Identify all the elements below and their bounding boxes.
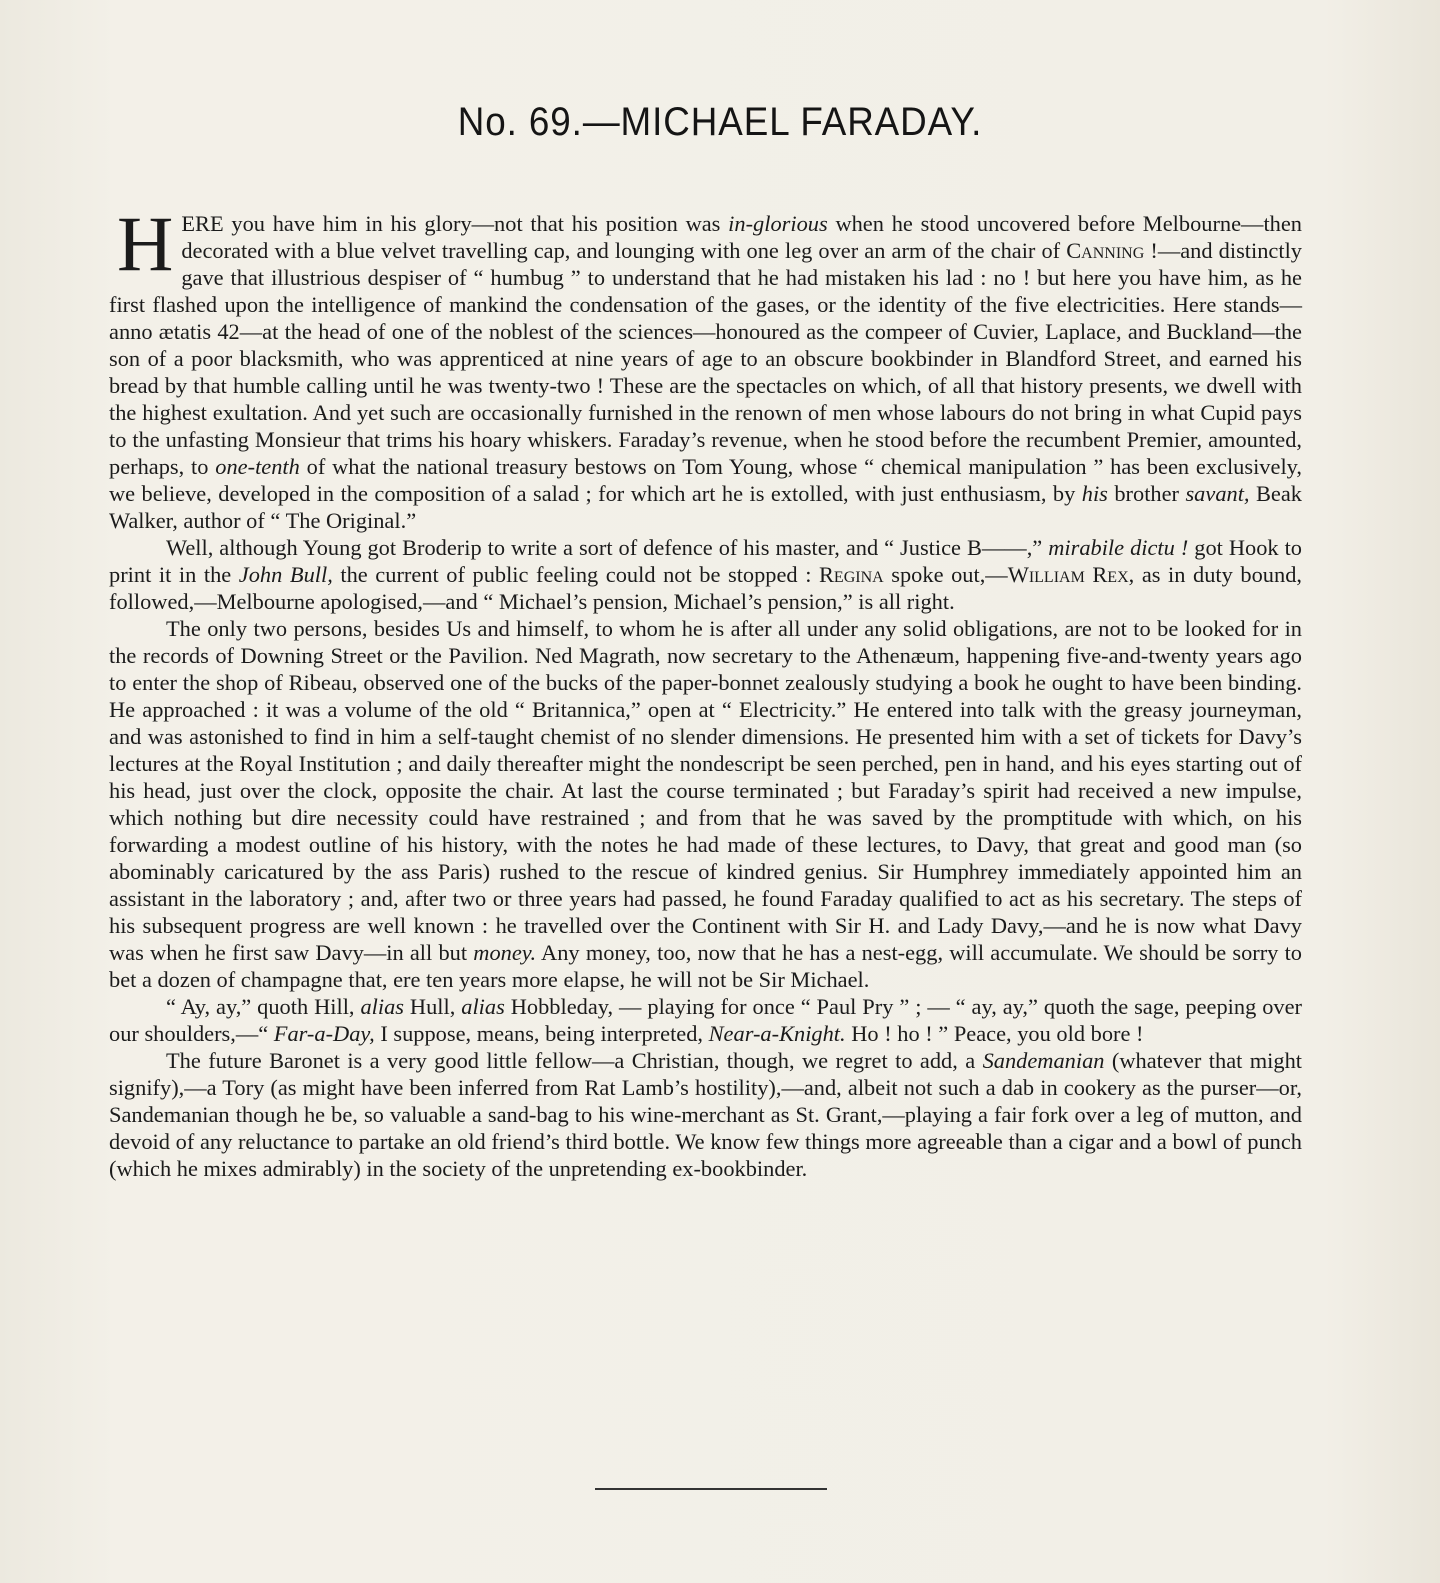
text-span: Well, although Young got Broderip to write a sort of defence of his master, and “ Justice B——,” (166, 535, 1049, 560)
italic-span: one-tenth (215, 454, 300, 479)
text-span: ERE you have him in his glory—not that his position was (181, 211, 729, 236)
small-caps-span: William Rex, (1007, 562, 1135, 587)
article-body (109, 200, 1303, 1182)
end-rule (595, 1488, 827, 1490)
text-span: of what the national treasury bestows on Tom Young, whose “ chemical manipulation ” has been exclusively, we believe, developed in the composition of a salad ; for which art he is extolled, with just enthusiasm, by (109, 454, 1302, 506)
text-span: brother (1107, 481, 1186, 506)
small-caps-span: Canning (1066, 238, 1145, 263)
italic-span: John Bull, (238, 562, 333, 587)
drop-cap: H (117, 200, 174, 287)
text-span: Ho ! ho ! ” Peace, you old bore ! (845, 1021, 1144, 1046)
italic-span: Sandemanian (982, 1048, 1105, 1073)
text-span: The only two persons, besides Us and himself, to whom he is after all under any solid obligations, are not to be looked for in the records of Downing Street or the Pavilion. Ned Magrath, now secretary to the Athenæum, happening five-and-twenty years ago to enter the shop of Ribeau, observed one of the bucks of the paper-bonnet zealously studying a book he ought to have been binding. He approached : it was a volume of the old “ Britannica,” open at “ Electricity.” He entered into talk with the greasy journeyman, and was astonished to find in him a self-taught chemist of no slender dimensions. He presented him with a set of tickets for Davy’s lectures at the Royal Institution ; and daily thereafter might the nondescript be seen perched, pen in hand, and his eyes starting out of his head, just over the clock, opposite the chair. At last the course terminated ; but Faraday’s spirit had received a new impulse, which nothing but dire necessity could have restrained ; and from that he was saved by the promptitude with which, on his forwarding a modest outline of his history, with the notes he had made of these lectures, to Davy, that great and good man (so abominably caricatured by the ass Paris) rushed to the rescue of kindred genius. Sir Humphrey immediately appointed him an assistant in the laboratory ; and, after two or three years had passed, he found Faraday qualified to act as his secretary. The steps of his subsequent progress are well known : he travelled over the Continent with Sir H. and Lady Davy,—and he is now what Davy was when he first saw Davy—in all but (109, 616, 1302, 965)
paragraph-2 (109, 534, 1302, 615)
text-span: I suppose, means, being interpreted, (374, 1021, 709, 1046)
small-caps-span: Regina (819, 562, 884, 587)
text-span: Hull, (404, 994, 462, 1019)
text-span: (whatever that might signify),—a Tory (as might have been inferred from Rat Lamb’s hostility),—and, albeit not such a dab in cookery as the purser—or, Sandemanian though he be, so valuable a sand-bag to his wine-merchant as St. Grant,—playing a fair fork over a leg of mutton, and devoid of any reluctance to partake an old friend’s third bottle. We know few things more agreeable than a cigar and a bowl of punch (which he mixes admirably) in the society of the unpretending ex-bookbinder. (109, 1048, 1303, 1181)
text-span: as in duty bound, followed,—Melbourne apologised,—and “ Michael’s pension, Michael’s pension,” is all right. (109, 562, 1302, 614)
paragraph-5 (109, 1047, 1302, 1182)
italic-span: money. (473, 940, 537, 965)
text-span: “ Ay, ay,” quoth Hill, (166, 994, 361, 1019)
italic-span: in-glorious (728, 211, 828, 236)
text-span: when he stood uncovered before Melbourne—then decorated with a blue velvet travelling cap, and lounging with one leg over an arm of the chair of (181, 211, 1302, 263)
text-span: spoke out,— (883, 562, 1008, 587)
text-span: Any money, too, now that he has a nest-egg, will accumulate. We should be sorry to bet a dozen of champagne that, ere ten years more elapse, he will not be Sir Michael. (109, 940, 1302, 992)
text-span: The future Baronet is a very good little fellow—a Christian, though, we regret to add, a (166, 1048, 983, 1073)
italic-span: savant, (1185, 481, 1250, 506)
paragraph-1 (109, 200, 1302, 534)
italic-span: mirabile dictu ! (1048, 535, 1189, 560)
italic-span: Near-a-Knight. (708, 1021, 846, 1046)
text-span: got Hook to print it in the (109, 535, 1303, 587)
italic-span: Far-a-Day, (273, 1021, 375, 1046)
italic-span: alias (461, 994, 505, 1019)
paragraph-3 (109, 615, 1302, 993)
text-span: Beak Walker, author of “ The Original.” (109, 481, 1302, 533)
italic-span: alias (360, 994, 404, 1019)
text-span: the current of public feeling could not be stopped : (332, 562, 819, 587)
paragraph-4 (109, 993, 1302, 1047)
text-span: !—and distinctly gave that illustrious despiser of “ humbug ” to understand that he had mistaken his lad : no ! but here you have him, as he first flashed upon the intelligence of mankind the condensation of the gases, or the identity of the five electricities. Here stands—anno ætatis 42—at the head of one of the noblest of the sciences—honoured as the compeer of Cuvier, Laplace, and Buckland—the son of a poor blacksmith, who was apprenticed at nine years of age to an obscure bookbinder in Blandford Street, and earned his bread by that humble calling until he was twenty-two ! These are the spectacles on which, of all that history presents, we dwell with the highest exultation. And yet such are occasionally furnished in the renown of men whose labours do not bring in what Cupid pays to the unfasting Monsieur that trims his hoary whiskers. Faraday’s revenue, when he stood before the recumbent Premier, amounted, perhaps, to (109, 238, 1302, 479)
italic-span: his (1081, 481, 1108, 506)
article-title: No. 69.—MICHAEL FARADAY. (457, 100, 983, 144)
text-span: Hobbleday, — playing for once “ Paul Pry ” ; — “ ay, ay,” quoth the sage, peeping over our shoulders,—“ (109, 994, 1302, 1046)
